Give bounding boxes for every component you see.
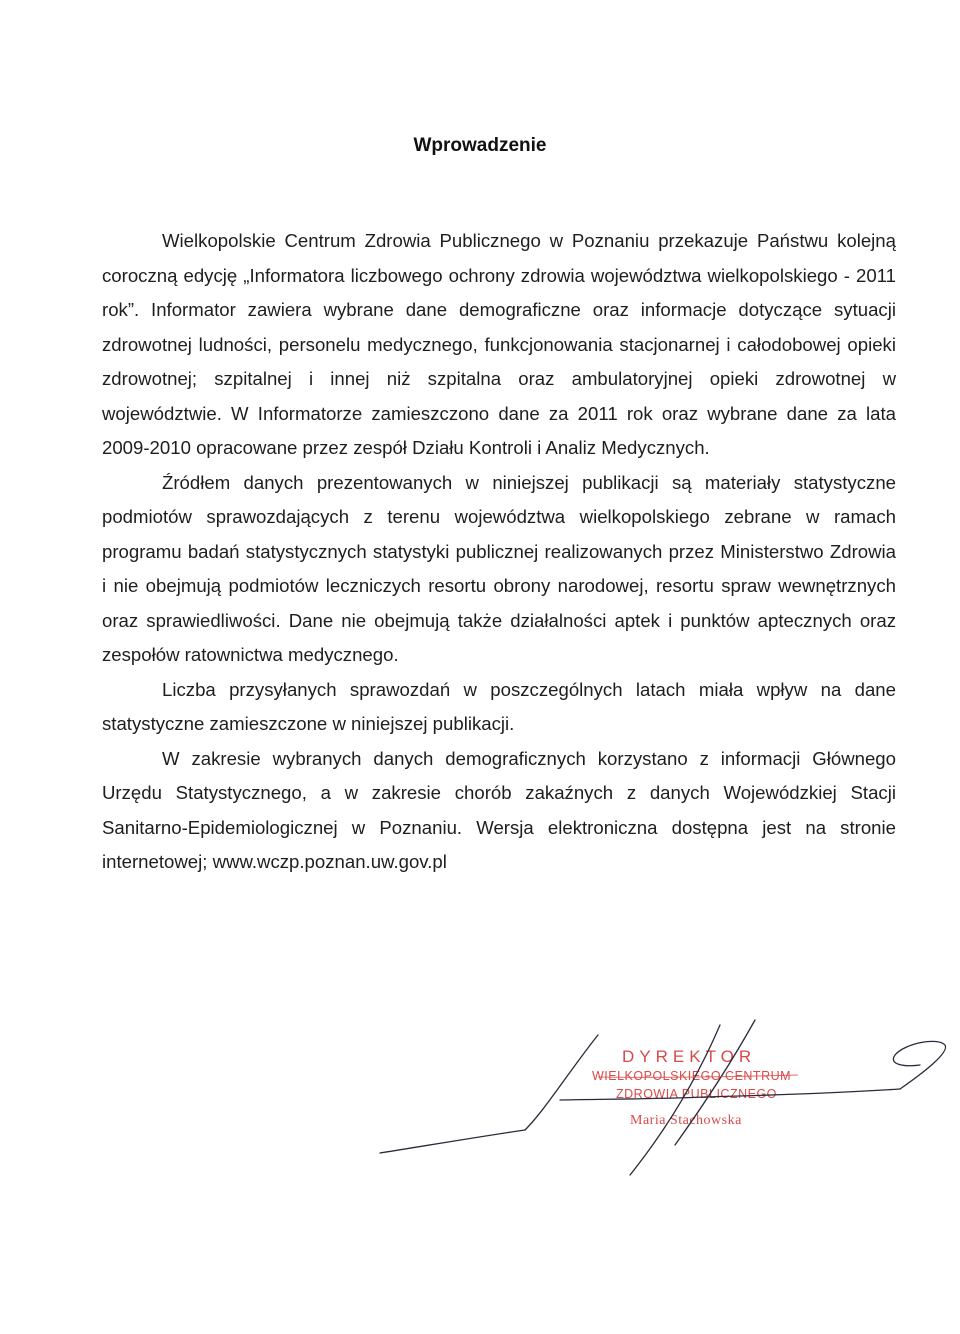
paragraph-sources: Źródłem danych prezentowanych w niniejszej publikacji są materiały statystyczne podmiotów sprawozdających z terenu województwa wielkopolskiego zebrane w ramach programu badań statystycznych statystyki publicznej realizowanych przez Ministerstwo Zdrowia i nie obejmują podmiotów leczniczych resortu obrony narodowej, resortu spraw wewnętrznych oraz sprawiedliwości. Dane nie obejmują także działalności aptek i punktów aptecznych oraz zespołów ratownictwa medycznego.: [102, 471, 896, 665]
stamp-title: DYREKTOR: [622, 1047, 757, 1066]
stamp-name: Maria Stachowska: [630, 1113, 742, 1128]
paragraph-intro: Wielkopolskie Centrum Zdrowia Publicznego w Poznaniu przekazuje Państwu kolejną coroczną edycję „Informatora liczbowego ochrony zdrowia województwa wielkopolskiego - 2011 rok”. Informator zawiera wybrane dane demograficzne oraz informacje dotyczące sytuacji zdrowotnej ludności, personelu medycznego, funkcjonowania stacjonarnej i całodobowej opieki zdrowotnej; szpitalnej i innej niż szpitalna oraz ambulatoryjnej opieki zdrowotnej w województwie. W Informatorze zamieszczono dane za 2011 rok oraz wybrane dane za lata 2009-2010 opracowane przez zespół Działu Kontroli i Analiz Medycznych.: [102, 230, 896, 458]
document-body: [102, 224, 896, 880]
paragraph-demographics: W zakresie wybranych danych demograficznych korzystano z informacji Głównego Urzędu Statystycznego, a w zakresie chorób zakaźnych z danych Wojewódzkiej Stacji Sanitarno-Epidemiologicznej w Poznaniu. Wersja elektroniczna dostępna jest na stronie internetowej; www.wczp.poznan.uw.gov.pl: [102, 747, 896, 872]
stamp-institution-line1: WIELKOPOLSKIEGO CENTRUM: [592, 1069, 792, 1083]
signature-block: [360, 1015, 960, 1185]
handwritten-signature: [360, 1015, 960, 1185]
paragraph-reports: Liczba przysyłanych sprawozdań w poszczególnych latach miała wpływ na dane statystyczne zamieszczone w niniejszej publikacji.: [102, 678, 896, 734]
stamp-institution-line2: ZDROWIA PUBLICZNEGO: [616, 1087, 777, 1101]
page-title: Wprowadzenie: [413, 135, 547, 156]
